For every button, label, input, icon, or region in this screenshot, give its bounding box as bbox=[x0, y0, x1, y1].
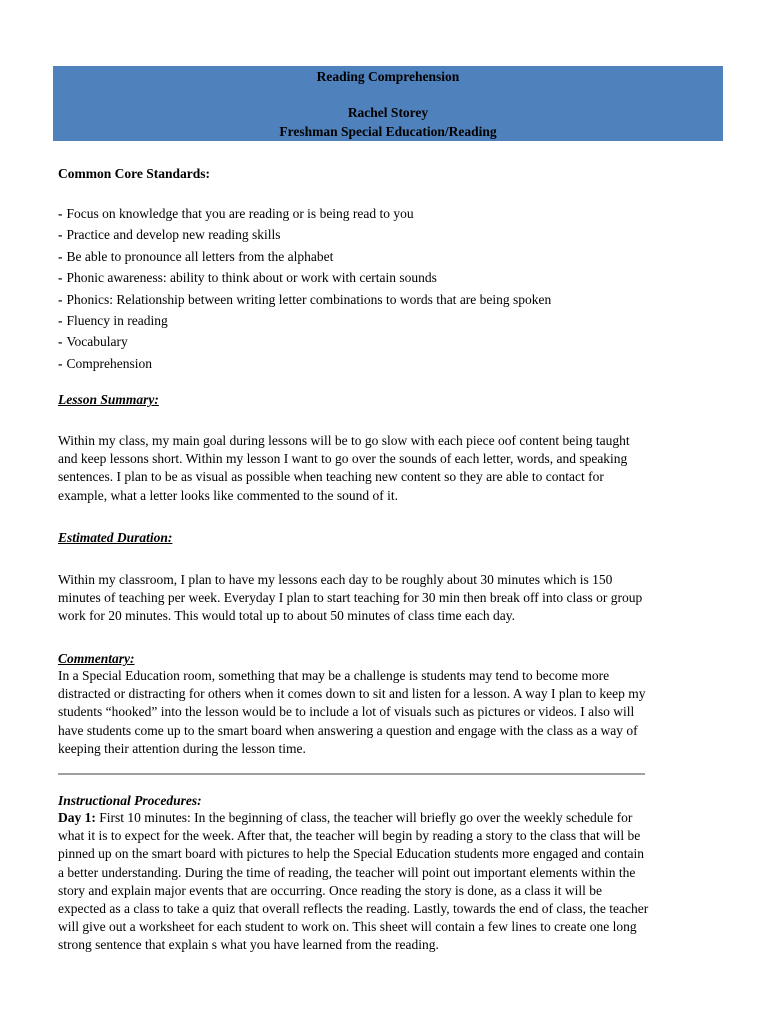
duration-heading: Estimated Duration: bbox=[58, 530, 173, 545]
procedures-text: Day 1: First 10 minutes: In the beginning of class, the teacher will briefly go over the weekly schedule for what it is to expect for the week. After that, the teacher will begin by reading a story to the class that will be pinned up on the smart board with pictures to help the Special Education students more engaged and contain a better understanding. During the time of reading, the teacher will point out important elements within the story and explain major events that are occurring. Once reading the story is done, as a class it will be expected as a class to take a quiz that overall reflects the reading. Lastly, towards the end of class, the teacher will give out a worksheet for each student to work on. This sheet will contain a few lines to create one long strong sentence that explain s what you have learned from the reading. bbox=[58, 810, 649, 953]
list-item: - Phonics: Relationship between writing letter combinations to words that are being spoken bbox=[58, 291, 552, 307]
commentary-text: In a Special Education room, something that may be a challenge is students may tend to become more distracted or distracting for others when it comes down to sit and listen for a lesson. A way I plan to keep my students “hooked” into the lesson would be to include a lot of visuals such as pictures or videos. I also will have students come up to the smart board when answering a question and engage with the class as a way of keeping their attention during the lesson time. bbox=[58, 668, 646, 756]
commentary-heading: Commentary: bbox=[58, 651, 135, 666]
list-item: - Vocabulary bbox=[58, 334, 128, 350]
standards-list bbox=[58, 203, 718, 374]
author-name: Rachel Storey bbox=[347, 105, 429, 120]
day-label: Day 1: bbox=[58, 810, 96, 825]
list-item: - Practice and develop new reading skills bbox=[58, 227, 281, 243]
course-name: Freshman Special Education/Reading bbox=[279, 124, 497, 139]
header-banner bbox=[53, 66, 723, 141]
list-item: - Focus on knowledge that you are reading or is being read to you bbox=[58, 206, 414, 221]
list-item: - Phonic awareness: ability to think about or work with certain sounds bbox=[58, 270, 437, 286]
lesson-summary-heading: Lesson Summary: bbox=[58, 392, 159, 407]
list-item: - Be able to pronounce all letters from the alphabet bbox=[58, 248, 334, 264]
lesson-summary-text: Within my class, my main goal during lessons will be to go slow with each piece oof content being taught and keep lessons short. Within my lesson I want to go over the sounds of each letter, words, and speaking sentences. I plan to be as visual as possible when teaching new content so they are able to contact for example, what a letter looks like commented to the sound of it. bbox=[58, 433, 630, 503]
procedures-heading: Instructional Procedures: bbox=[58, 793, 202, 808]
duration-text: Within my classroom, I plan to have my lessons each day to be roughly about 30 minutes which is 150 minutes of teaching per week. Everyday I plan to start teaching for 30 min then break off into class or group work for 20 minutes. This would total up to about 50 minutes of class time each day. bbox=[58, 572, 643, 624]
horizontal-divider bbox=[58, 773, 645, 775]
document-title: Reading Comprehension bbox=[316, 69, 460, 84]
list-item: - Fluency in reading bbox=[58, 313, 168, 329]
standards-heading: Common Core Standards: bbox=[58, 166, 211, 181]
list-item: - Comprehension bbox=[58, 355, 152, 371]
